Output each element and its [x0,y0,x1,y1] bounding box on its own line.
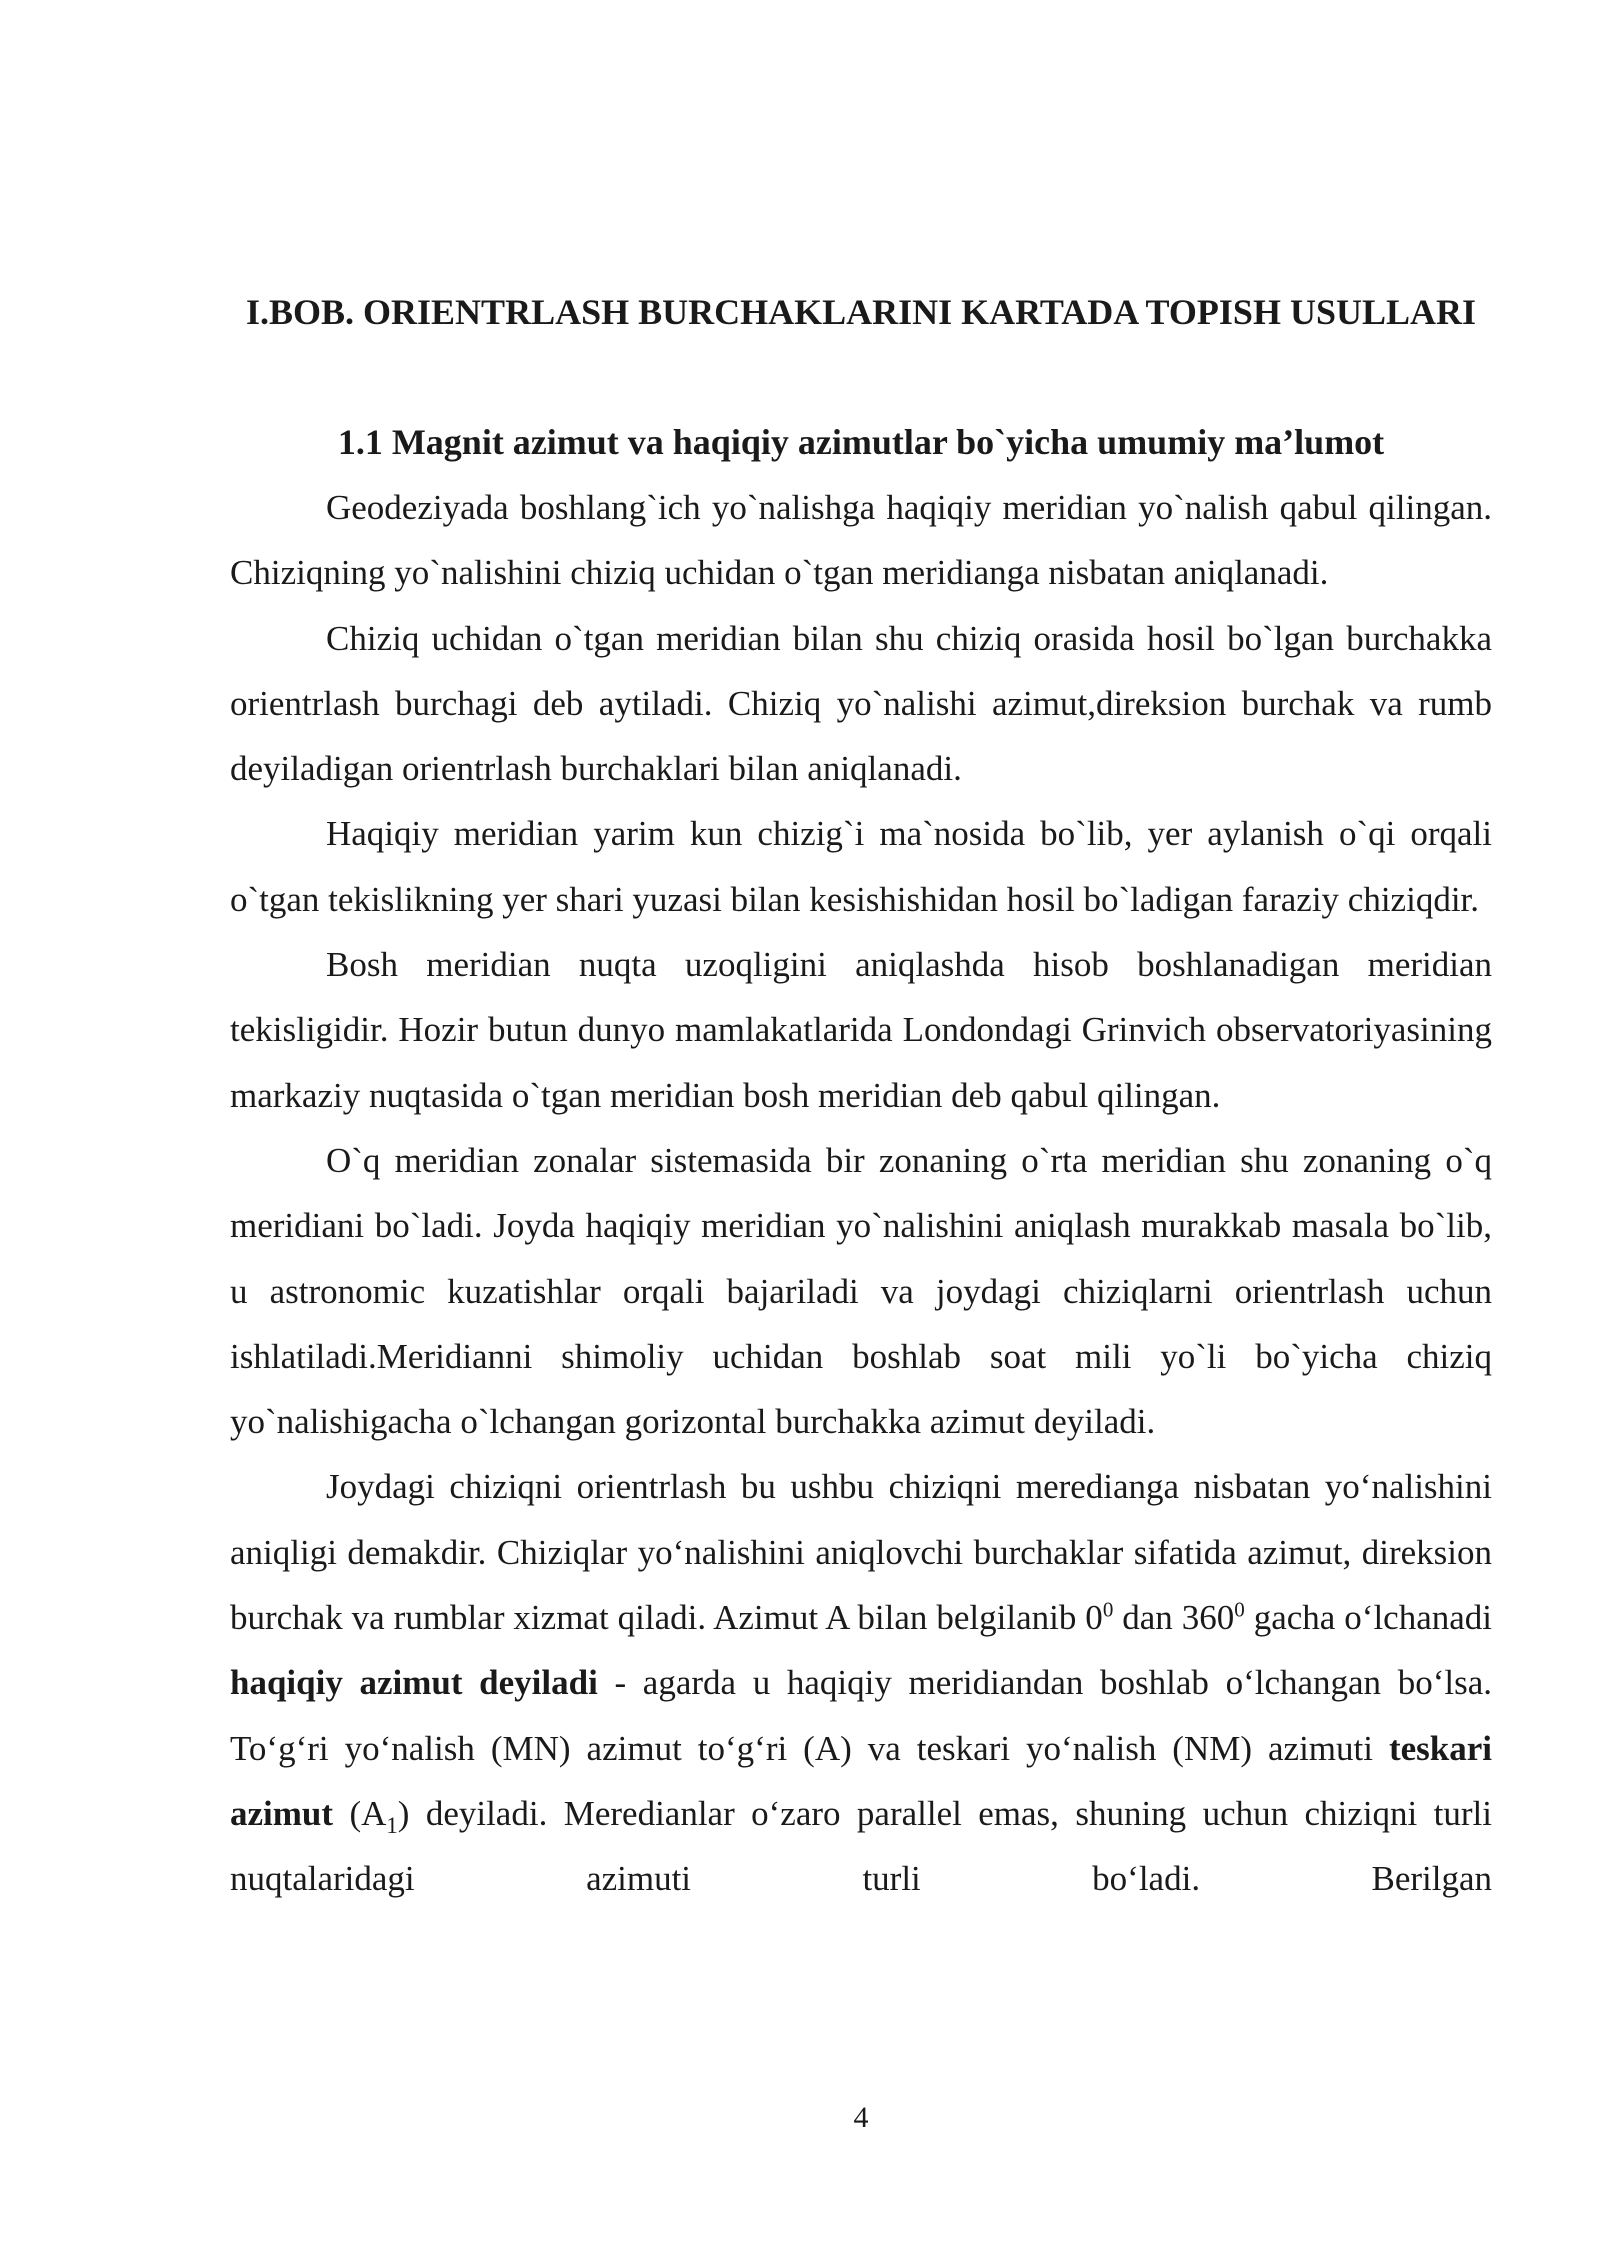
paragraph-6-text-3: gacha o‘lchanadi [1244,1598,1492,1638]
paragraph-6-text-2: dan 360 [1113,1598,1235,1638]
section-title: 1.1 Magnit azimut va haqiqiy azimutlar bo`yicha umumiy ma’lumot [337,422,1385,462]
paragraph-6-text-4: - agarda u haqiqiy meridiandan boshlab o‘lchangan bo‘lsa. To‘g‘ri yo‘nalish (MN) azimut to‘g‘ri (A) va teskari yo‘nalish (NM) azimuti [230,1663,1492,1768]
paragraph-6 [230,1454,1492,1911]
subscript-1: 1 [386,1812,398,1838]
degree-superscript-1: 0 [1102,1597,1114,1622]
paragraph-3: Haqiqiy meridian yarim kun chizig`i ma`nosida bo`lib, yer aylanish o`qi orqali o`tgan tekislikning yer shari yuzasi bilan kesishishidan hosil bo`ladigan faraziy chiziqdir. [230,814,1492,919]
page-number: 4 [853,2101,869,2134]
bold-term-true-azimuth: haqiqiy azimut deyiladi [230,1663,598,1703]
paragraph-5: O`q meridian zonalar sistemasida bir zonaning o`rta meridian shu zonaning o`q meridiani bo`ladi. Joyda haqiqiy meridian yo`nalishini aniqlash murakkab masala bo`lib, u astronomic kuzatishlar orqali bajariladi va joydagi chiziqlarni orientrlash uchun ishlatiladi.Meridianni shimoliy uchidan boshlab soat mili yo`li bo`yicha chiziq yo`nalishigacha o`lchangan gorizontal burchakka azimut deyiladi. [230,1140,1492,1442]
chapter-title: I.BOB. ORIENTRLASH BURCHAKLARINI KARTADA TOPISH USULLARI [246,292,1476,332]
paragraph-6-text-6: ) deyiladi. Meredianlar o‘zaro parallel emas, shuning uchun chiziqni turli nuqtalaridagi azimuti turli bo‘ladi. Berilgan [230,1793,1492,1899]
body-text [230,475,1492,1912]
paragraph-1: Geodeziyada boshlang`ich yo`nalishga haqiqiy meridian yo`nalish qabul qilingan. Chiziqning yo`nalishini chiziq uchidan o`tgan meridianga nisbatan aniqlanadi. [230,488,1492,593]
bold-term-reverse-azimuth: teskari azimut [230,1728,1492,1833]
paragraph-4: Bosh meridian nuqta uzoqligini aniqlashda hisob boshlanadigan meridian tekisligidir. Hozir butun dunyo mamlakatlarida Londondagi Grinvich observatoriyasining markaziy nuqtasida o`tgan meridian bosh meridian deb qabul qilingan. [230,945,1492,1115]
paragraph-2: Chiziq uchidan o`tgan meridian bilan shu chiziq orasida hosil bo`lgan burchakka orientrlash burchagi deb aytiladi. Chiziq yo`nalishi azimut,direksion burchak va rumb deyiladigan orientrlash burchaklari bilan aniqlanadi. [230,618,1492,789]
degree-superscript-2: 0 [1234,1597,1245,1622]
paragraph-6-text-1: Joydagi chiziqni orientrlash bu ushbu chiziqni meredianga nisbatan yo‘nalishini aniqligi demakdir. Chiziqlar yo‘nalishini aniqlovchi burchaklar sifatida azimut, direksion burchak va rumblar xizmat qiladi. Azimut A bilan belgilanib 0 [230,1467,1492,1638]
paragraph-6-text-5: (A [333,1793,387,1833]
